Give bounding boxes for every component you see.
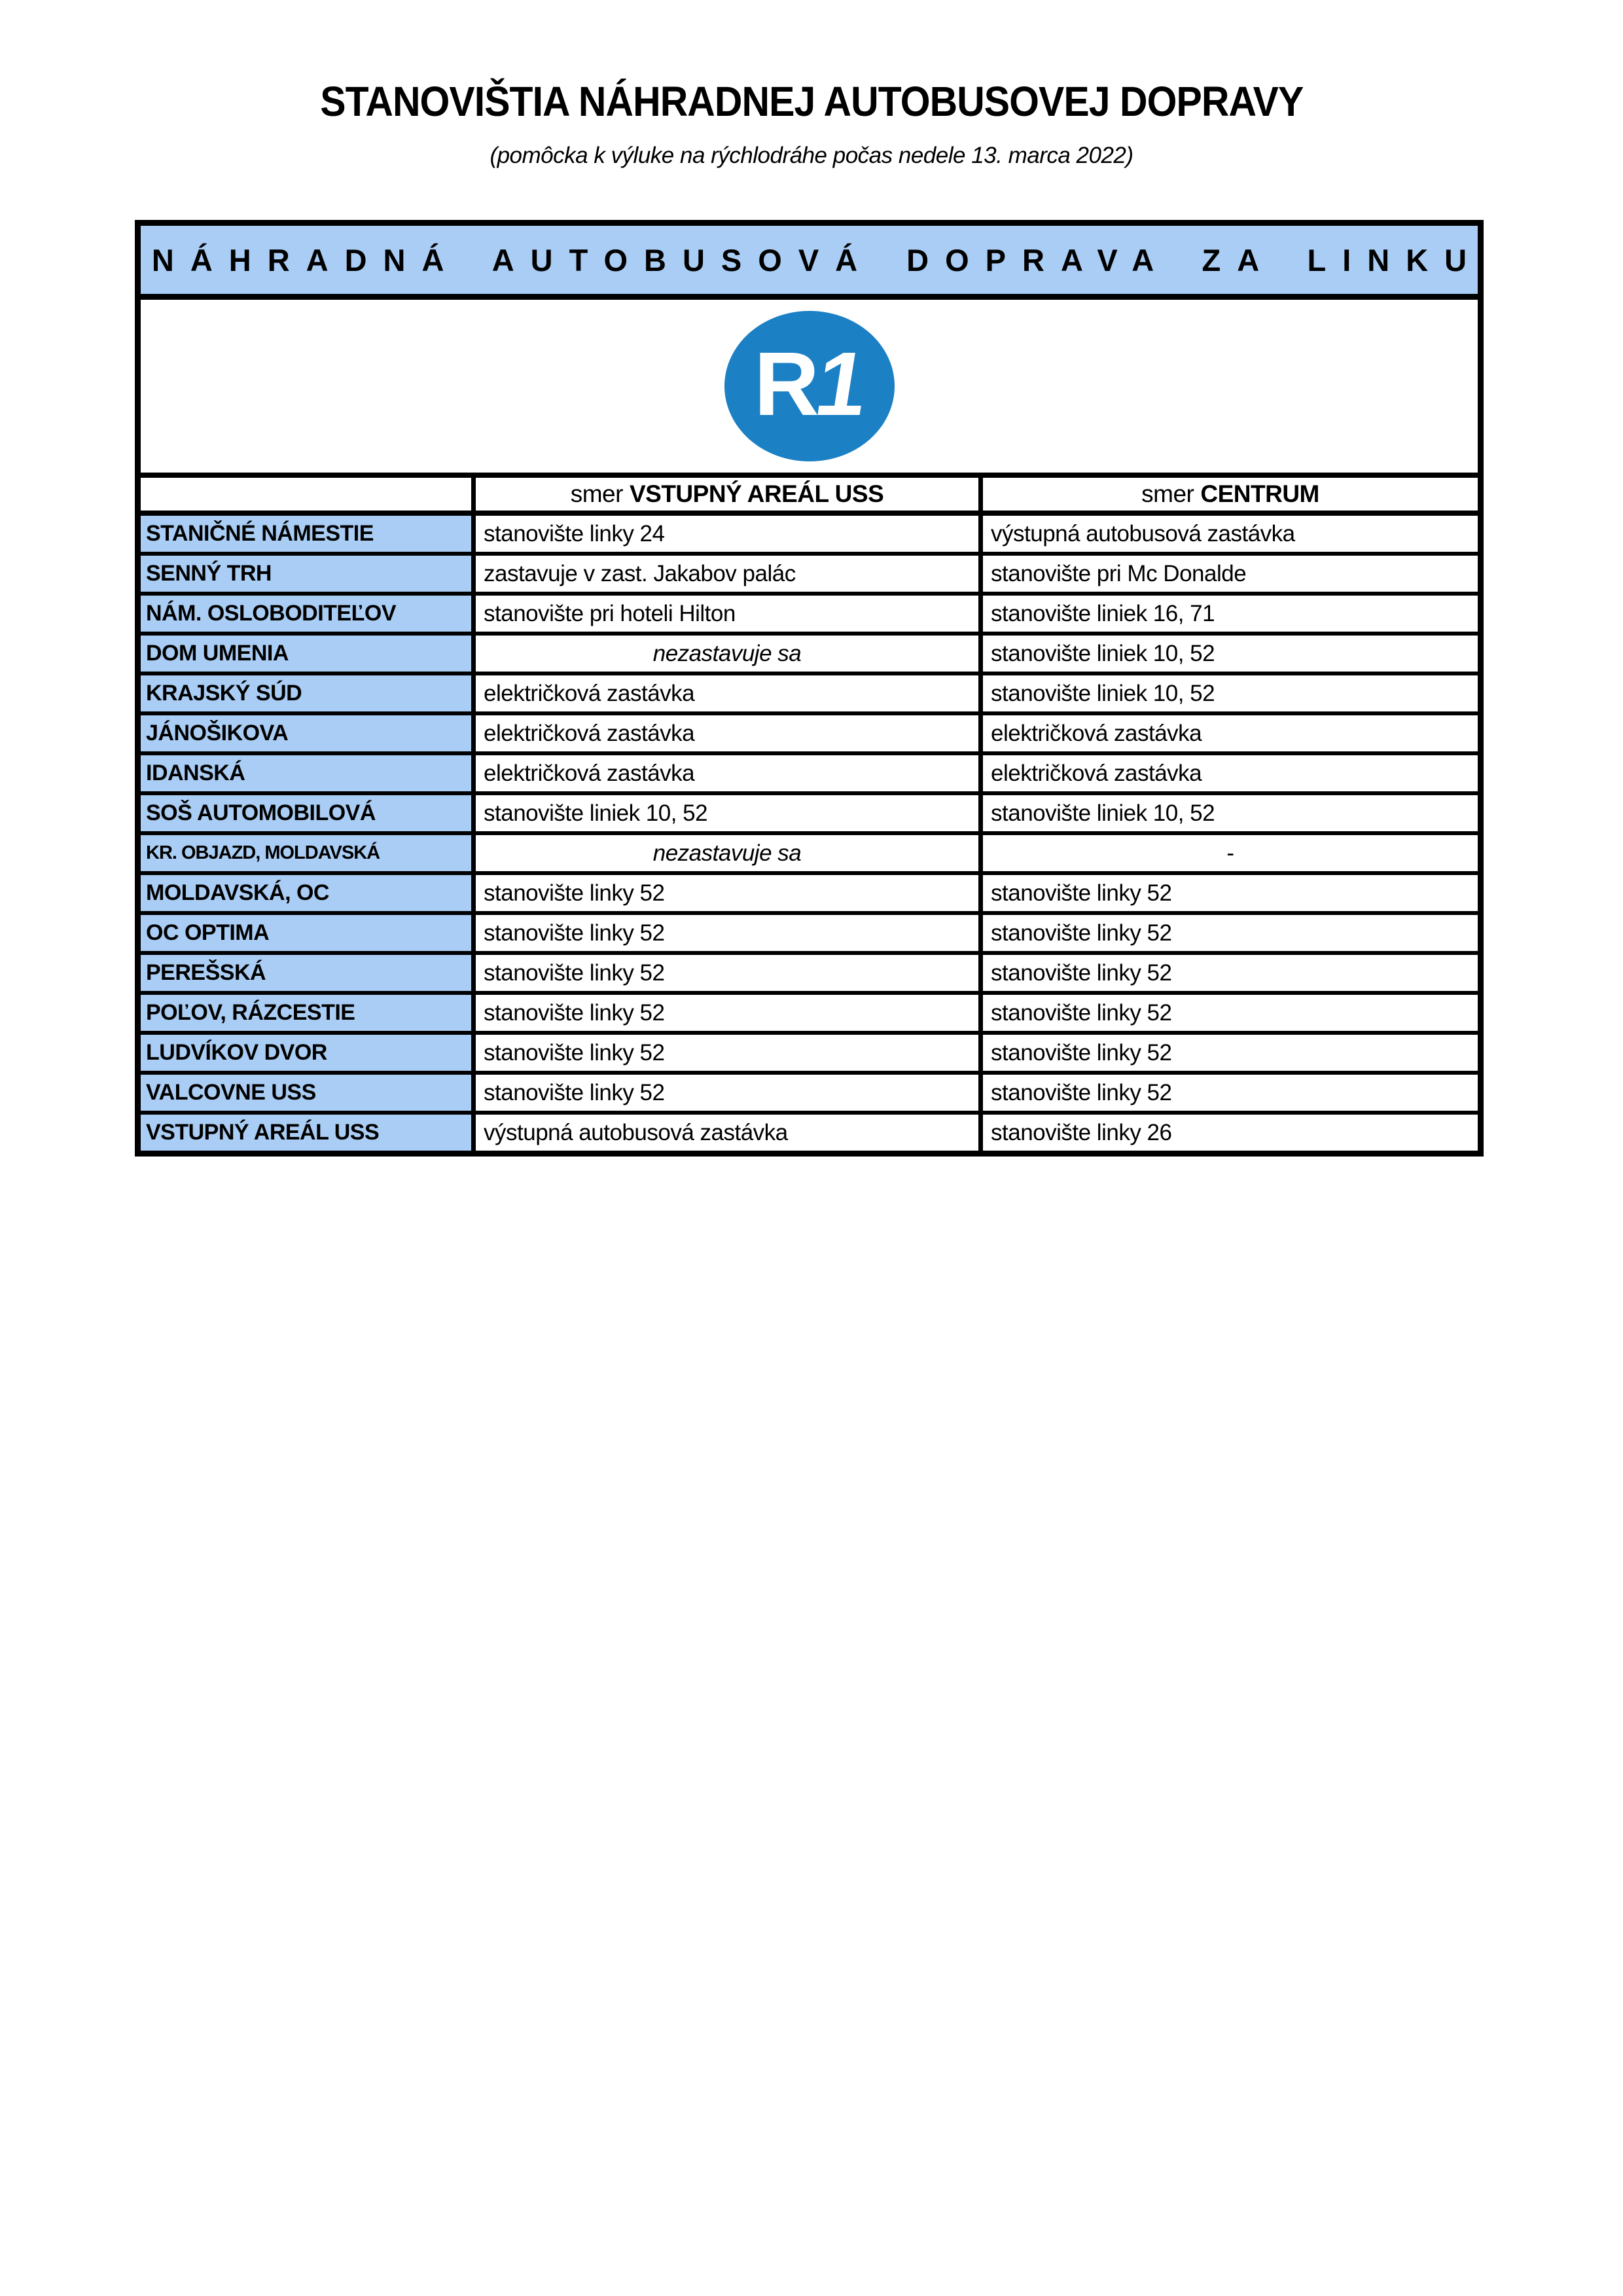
table-row <box>141 875 1478 915</box>
line-logo-cell <box>141 300 1478 478</box>
direction-uss-cell: stanovište liniek 10, 52 <box>471 795 978 831</box>
table-row <box>141 596 1478 636</box>
stop-name-cell: SENNÝ TRH <box>141 556 471 592</box>
direction-centrum-cell: stanovište linky 26 <box>978 1115 1478 1151</box>
table-row <box>141 955 1478 995</box>
direction-centrum-cell: stanovište liniek 10, 52 <box>978 636 1478 672</box>
direction-centrum-cell: stanovište linky 52 <box>978 955 1478 991</box>
direction-centrum-cell: stanovište linky 52 <box>978 915 1478 951</box>
direction-centrum-cell: električková zastávka <box>978 755 1478 791</box>
table-row <box>141 675 1478 715</box>
table-row <box>141 755 1478 795</box>
column-header-uss-label: VSTUPNÝ AREÁL USS <box>629 480 884 507</box>
direction-centrum-cell: výstupná autobusová zastávka <box>978 516 1478 552</box>
direction-uss-cell: stanovište linky 52 <box>471 915 978 951</box>
table-row <box>141 715 1478 755</box>
stop-name-cell: POĽOV, RÁZCESTIE <box>141 995 471 1031</box>
column-header-centrum-prefix: smer <box>1141 480 1194 507</box>
direction-uss-cell: stanovište linky 52 <box>471 875 978 911</box>
direction-uss-cell: električková zastávka <box>471 715 978 751</box>
column-header-centrum <box>978 478 1478 511</box>
stop-name-cell: NÁM. OSLOBODITEĽOV <box>141 596 471 632</box>
direction-uss-cell: stanovište linky 52 <box>471 1035 978 1071</box>
stop-name-cell: IDANSKÁ <box>141 755 471 791</box>
table-header-row <box>141 478 1478 516</box>
table-row <box>141 835 1478 875</box>
column-header-uss <box>471 478 978 511</box>
table-row <box>141 556 1478 596</box>
column-header-uss-prefix: smer <box>570 480 623 507</box>
direction-centrum-cell: stanovište liniek 10, 52 <box>978 795 1478 831</box>
line-r1-badge-icon: R 1 <box>724 311 895 461</box>
page-title <box>0 77 1623 126</box>
direction-uss-cell: výstupná autobusová zastávka <box>471 1115 978 1151</box>
direction-uss-cell: stanovište linky 52 <box>471 1075 978 1111</box>
stop-name-cell: LUDVÍKOV DVOR <box>141 1035 471 1071</box>
direction-uss-cell: nezastavuje sa <box>471 835 978 871</box>
direction-uss-cell: zastavuje v zast. Jakabov palác <box>471 556 978 592</box>
direction-centrum-cell: - <box>978 835 1478 871</box>
column-header-centrum-label: CENTRUM <box>1200 480 1319 507</box>
stop-name-cell: DOM UMENIA <box>141 636 471 672</box>
direction-uss-cell: nezastavuje sa <box>471 636 978 672</box>
direction-centrum-cell: stanovište linky 52 <box>978 875 1478 911</box>
table-row <box>141 915 1478 955</box>
table-body <box>141 516 1478 1151</box>
direction-centrum-cell: stanovište liniek 10, 52 <box>978 675 1478 711</box>
direction-uss-cell: električková zastávka <box>471 755 978 791</box>
direction-centrum-cell: stanovište linky 52 <box>978 995 1478 1031</box>
direction-centrum-cell: stanovište liniek 16, 71 <box>978 596 1478 632</box>
table-row <box>141 1035 1478 1075</box>
direction-uss-cell: stanovište linky 52 <box>471 955 978 991</box>
direction-uss-cell: stanovište linky 24 <box>471 516 978 552</box>
column-header-stop <box>141 478 471 511</box>
direction-centrum-cell: stanovište linky 52 <box>978 1035 1478 1071</box>
board-heading: NÁHRADNÁ AUTOBUSOVÁ DOPRAVA ZA LINKU <box>141 226 1478 300</box>
table-row <box>141 795 1478 835</box>
stop-name-cell: JÁNOŠIKOVA <box>141 715 471 751</box>
stop-name-cell: VSTUPNÝ AREÁL USS <box>141 1115 471 1151</box>
table-row <box>141 1075 1478 1115</box>
stop-name-cell: OC OPTIMA <box>141 915 471 951</box>
stop-name-cell: KRAJSKÝ SÚD <box>141 675 471 711</box>
stop-name-cell: KR. OBJAZD, MOLDAVSKÁ <box>141 835 471 871</box>
direction-centrum-cell: stanovište pri Mc Donalde <box>978 556 1478 592</box>
direction-centrum-cell: stanovište linky 52 <box>978 1075 1478 1111</box>
direction-uss-cell: stanovište pri hoteli Hilton <box>471 596 978 632</box>
direction-uss-cell: električková zastávka <box>471 675 978 711</box>
replacement-service-board <box>135 220 1484 1157</box>
stop-name-cell: SOŠ AUTOMOBILOVÁ <box>141 795 471 831</box>
stop-name-cell: PEREŠSKÁ <box>141 955 471 991</box>
table-row <box>141 1115 1478 1151</box>
stop-name-cell: VALCOVNE USS <box>141 1075 471 1111</box>
stop-name-cell: STANIČNÉ NÁMESTIE <box>141 516 471 552</box>
direction-centrum-cell: električková zastávka <box>978 715 1478 751</box>
table-row <box>141 636 1478 675</box>
page-subtitle: (pomôcka k výluke na rýchlodráhe počas nedele 13. marca 2022) <box>490 143 1133 168</box>
table-row <box>141 995 1478 1035</box>
direction-uss-cell: stanovište linky 52 <box>471 995 978 1031</box>
stop-name-cell: MOLDAVSKÁ, OC <box>141 875 471 911</box>
table-row <box>141 516 1478 556</box>
page-title-text: STANOVIŠTIA NÁHRADNEJ AUTOBUSOVEJ DOPRAVY <box>319 78 1304 125</box>
